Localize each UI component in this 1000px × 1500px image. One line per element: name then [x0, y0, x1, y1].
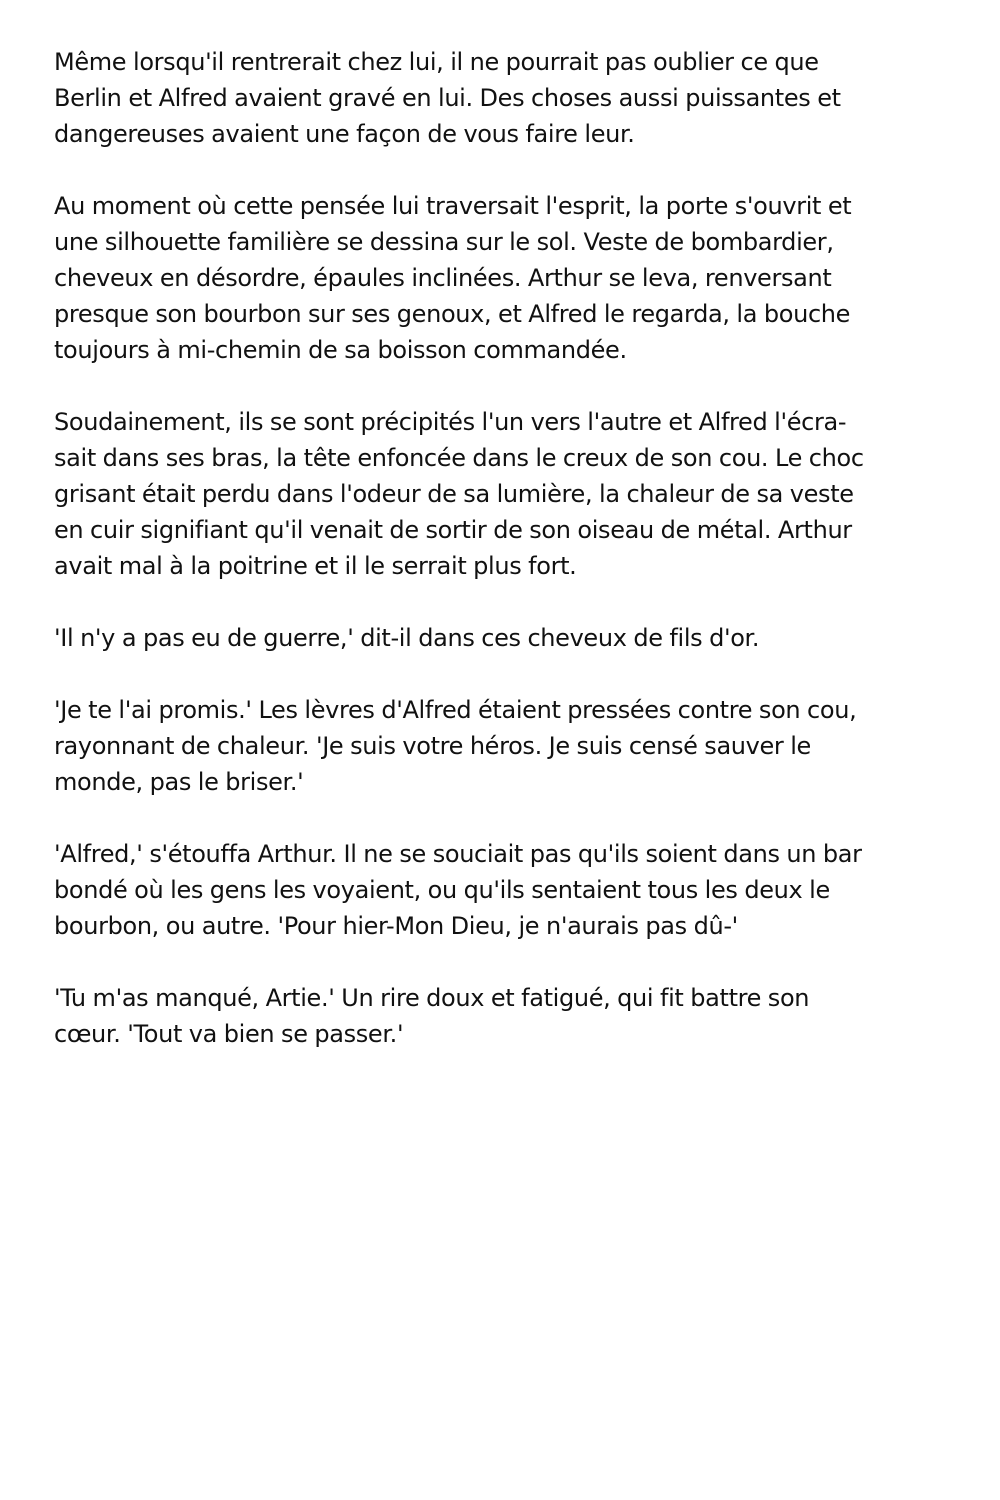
text-line: 'Alfred,' s'étouffa Arthur. Il ne se souciait pas qu'ils soient dans un bar	[54, 840, 862, 868]
text-line: 'Tu m'as manqué, Artie.' Un rire doux et fatigué, qui fit battre son	[54, 984, 810, 1012]
text-line: cheveux en désordre, épaules inclinées. Arthur se leva, renversant	[54, 264, 832, 292]
text-line: Soudainement, ils se sont précipités l'un vers l'autre et Alfred l'écra-	[54, 408, 847, 436]
text-line: sait dans ses bras, la tête enfoncée dans le creux de son cou. Le choc	[54, 444, 864, 472]
text-line: grisant était perdu dans l'odeur de sa lumière, la chaleur de sa veste	[54, 480, 854, 508]
paragraph-3	[54, 404, 959, 584]
paragraph-1	[54, 44, 959, 152]
body-text	[54, 44, 959, 1052]
text-line: toujours à mi-chemin de sa boisson commandée.	[54, 336, 627, 364]
text-line: bourbon, ou autre. 'Pour hier-Mon Dieu, je n'aurais pas dû-'	[54, 912, 738, 940]
text-line: bondé où les gens les voyaient, ou qu'ils sentaient tous les deux le	[54, 876, 830, 904]
text-line: monde, pas le briser.'	[54, 768, 304, 796]
text-line: avait mal à la poitrine et il le serrait plus fort.	[54, 552, 577, 580]
paragraph-5	[54, 692, 959, 800]
paragraph-2	[54, 188, 959, 368]
text-line: cœur. 'Tout va bien se passer.'	[54, 1020, 404, 1048]
text-line: Même lorsqu'il rentrerait chez lui, il ne pourrait pas oublier ce que	[54, 48, 819, 76]
text-line: dangereuses avaient une façon de vous faire leur.	[54, 120, 635, 148]
text-line: 'Je te l'ai promis.' Les lèvres d'Alfred étaient pressées contre son cou,	[54, 696, 857, 724]
text-line: Berlin et Alfred avaient gravé en lui. Des choses aussi puissantes et	[54, 84, 841, 112]
text-line: une silhouette familière se dessina sur le sol. Veste de bombardier,	[54, 228, 834, 256]
paragraph-4	[54, 620, 959, 656]
text-line: Au moment où cette pensée lui traversait l'esprit, la porte s'ouvrit et	[54, 192, 852, 220]
text-line: presque son bourbon sur ses genoux, et Alfred le regarda, la bouche	[54, 300, 851, 328]
text-line: rayonnant de chaleur. 'Je suis votre héros. Je suis censé sauver le	[54, 732, 811, 760]
text-line: 'Il n'y a pas eu de guerre,' dit-il dans ces cheveux de fils d'or.	[54, 624, 760, 652]
text-line: en cuir signifiant qu'il venait de sortir de son oiseau de métal. Arthur	[54, 516, 852, 544]
paragraph-6	[54, 836, 959, 944]
paragraph-7	[54, 980, 959, 1052]
